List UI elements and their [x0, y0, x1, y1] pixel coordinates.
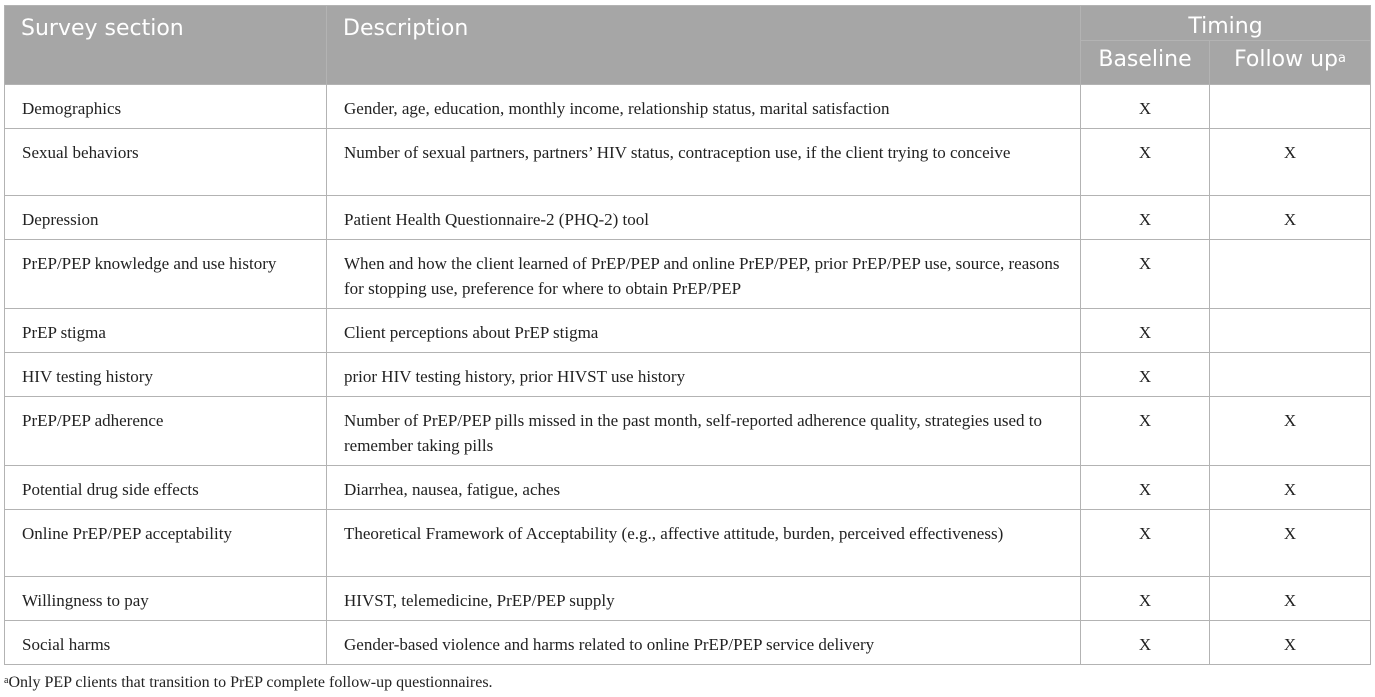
header-survey-section: Survey section	[5, 6, 327, 85]
cell-follow-up: X	[1210, 510, 1371, 577]
cell-section: PrEP/PEP adherence	[5, 397, 327, 466]
table-row	[5, 129, 1371, 196]
header-timing: Timing	[1081, 6, 1371, 41]
cell-section: Willingness to pay	[5, 577, 327, 621]
cell-description: When and how the client learned of PrEP/PEP and online PrEP/PEP, prior PrEP/PEP use, source, reasons for stopping use, preference for where to obtain PrEP/PEP	[327, 240, 1081, 309]
cell-baseline: X	[1081, 129, 1210, 196]
cell-follow-up: X	[1210, 129, 1371, 196]
survey-table-container	[4, 5, 1370, 665]
cell-baseline: X	[1081, 577, 1210, 621]
cell-baseline: X	[1081, 240, 1210, 309]
cell-description: Patient Health Questionnaire-2 (PHQ-2) tool	[327, 196, 1081, 240]
cell-description: Number of PrEP/PEP pills missed in the past month, self-reported adherence quality, strategies used to remember taking pills	[327, 397, 1081, 466]
cell-follow-up: X	[1210, 621, 1371, 665]
cell-follow-up: X	[1210, 397, 1371, 466]
cell-section: Online PrEP/PEP acceptability	[5, 510, 327, 577]
table-body	[5, 85, 1371, 665]
cell-description: Diarrhea, nausea, fatigue, aches	[327, 466, 1081, 510]
table-row	[5, 196, 1371, 240]
cell-section: HIV testing history	[5, 353, 327, 397]
cell-follow-up: X	[1210, 196, 1371, 240]
cell-follow-up	[1210, 240, 1371, 309]
table-row	[5, 397, 1371, 466]
header-follow-up-footnote-mark: a	[1337, 51, 1346, 66]
cell-baseline: X	[1081, 353, 1210, 397]
cell-baseline: X	[1081, 510, 1210, 577]
footnote-text: Only PEP clients that transition to PrEP complete follow-up questionnaires.	[8, 674, 493, 691]
table-row	[5, 621, 1371, 665]
cell-description: prior HIV testing history, prior HIVST use history	[327, 353, 1081, 397]
header-follow-up-label: Follow up	[1234, 47, 1338, 72]
header-follow-up	[1210, 41, 1371, 85]
cell-baseline: X	[1081, 621, 1210, 665]
cell-baseline: X	[1081, 85, 1210, 129]
cell-section: PrEP stigma	[5, 309, 327, 353]
cell-follow-up	[1210, 85, 1371, 129]
cell-section: PrEP/PEP knowledge and use history	[5, 240, 327, 309]
cell-follow-up: X	[1210, 577, 1371, 621]
cell-baseline: X	[1081, 309, 1210, 353]
cell-description: Number of sexual partners, partners’ HIV status, contraception use, if the client trying to conceive	[327, 129, 1081, 196]
table-row	[5, 353, 1371, 397]
cell-follow-up	[1210, 309, 1371, 353]
table-row	[5, 466, 1371, 510]
table-row	[5, 309, 1371, 353]
header-description: Description	[327, 6, 1081, 85]
table-row	[5, 85, 1371, 129]
cell-section: Demographics	[5, 85, 327, 129]
cell-section: Depression	[5, 196, 327, 240]
table-row	[5, 577, 1371, 621]
cell-description: HIVST, telemedicine, PrEP/PEP supply	[327, 577, 1081, 621]
cell-section: Social harms	[5, 621, 327, 665]
table-row	[5, 240, 1371, 309]
cell-description: Gender-based violence and harms related to online PrEP/PEP service delivery	[327, 621, 1081, 665]
cell-description: Client perceptions about PrEP stigma	[327, 309, 1081, 353]
cell-description: Gender, age, education, monthly income, relationship status, marital satisfaction	[327, 85, 1081, 129]
cell-section: Sexual behaviors	[5, 129, 327, 196]
cell-baseline: X	[1081, 196, 1210, 240]
cell-section: Potential drug side effects	[5, 466, 327, 510]
header-baseline: Baseline	[1081, 41, 1210, 85]
table-footnote	[4, 674, 493, 692]
table-header	[5, 6, 1371, 85]
cell-follow-up: X	[1210, 466, 1371, 510]
cell-description: Theoretical Framework of Acceptability (e.g., affective attitude, burden, perceived effectiveness)	[327, 510, 1081, 577]
table-row	[5, 510, 1371, 577]
survey-table	[4, 5, 1371, 665]
cell-baseline: X	[1081, 466, 1210, 510]
cell-follow-up	[1210, 353, 1371, 397]
cell-baseline: X	[1081, 397, 1210, 466]
footnote-mark: a	[4, 675, 9, 686]
